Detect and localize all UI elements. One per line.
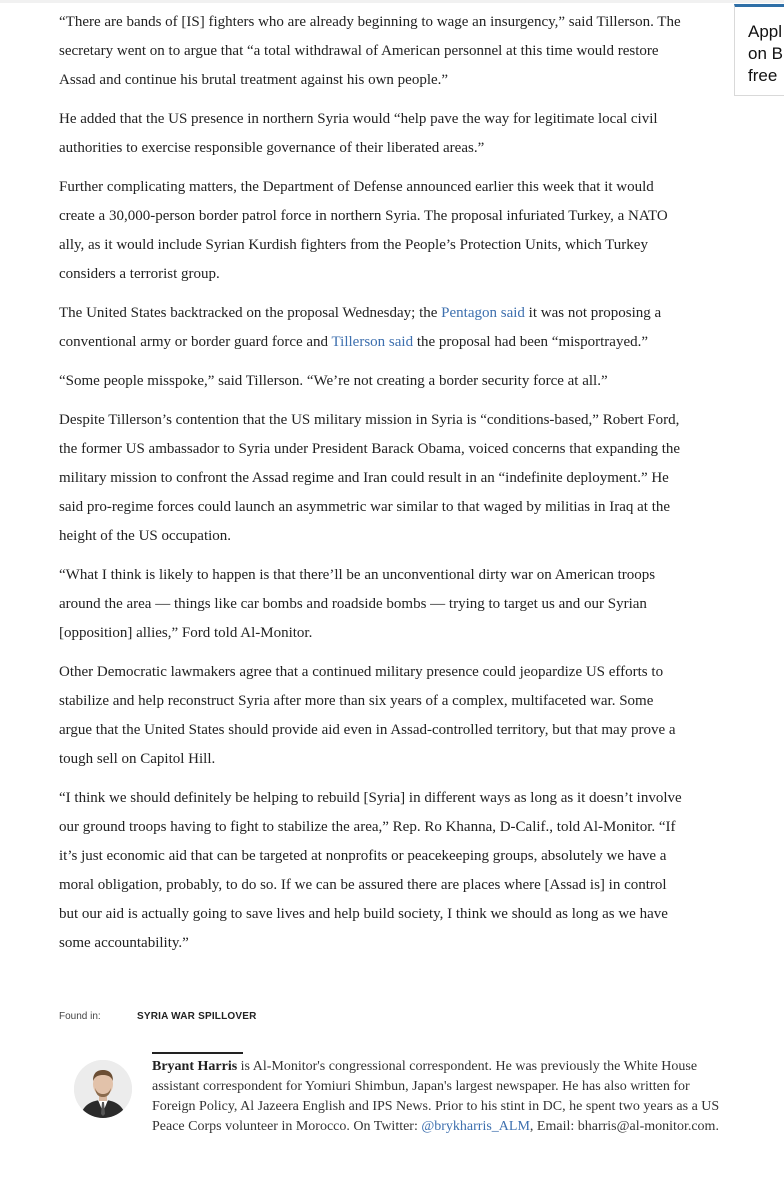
top-divider [0, 0, 784, 3]
article-body [59, 8, 689, 968]
article-paragraph: Other Democratic lawmakers agree that a continued military presence could jeopardize US efforts to stabilize and help reconstruct Syria after more than six years of a complex, multifaceted war. Some argue that the United States should provide aid even in Assad-controlled territory, but that may prove a tough sell on Capitol Hill. [59, 664, 676, 767]
ad-line: on B [748, 44, 783, 63]
article-paragraph: “What I think is likely to happen is that there’ll be an unconventional dirty war on American troops around the area — things like car bombs and roadside bombs — trying to target us and our Syrian [opposition] allies,” Ford told Al-Monitor. [59, 567, 656, 641]
side-advertisement[interactable] [734, 4, 784, 96]
article-paragraph: Further complicating matters, the Department of Defense announced earlier this week that it would create a 30,000-person border patrol force in northern Syria. The proposal infuriated Turkey, a NATO ally, as it would include Syrian Kurdish fighters from the People’s Protection Units, which Turkey considers a terrorist group. [59, 179, 668, 282]
author-email-text: , Email: bharris@al-monitor.com. [529, 1119, 719, 1134]
found-in-label: Found in: [59, 1011, 101, 1022]
found-in-section [59, 1011, 257, 1022]
tillerson-said-link[interactable]: Tillerson said [331, 334, 414, 350]
ad-text [748, 21, 784, 87]
author-bio [152, 1057, 732, 1137]
author-name: Bryant Harris [152, 1059, 238, 1074]
author-bio-divider [152, 1052, 243, 1054]
article-paragraph: Despite Tillerson’s contention that the US military mission in Syria is “conditions-based,” Robert Ford, the former US ambassador to Syria under President Barack Obama, voiced concerns that expanding the military mission to confront the Assad regime and Iran could result in an “indefinite deployment.” He said pro-regime forces could launch an asymmetric war similar to that waged by militias in Iraq at the height of the US occupation. [59, 412, 681, 544]
author-twitter-link[interactable]: @brykharris_ALM [421, 1119, 530, 1134]
author-photo-icon [74, 1060, 132, 1118]
author-bio-text: is Al-Monitor's congressional correspondent. He was previously the White House assistant correspondent for Yomiuri Shimbun, Japan's largest newspaper. He has also written for Foreign Policy, Al Jazeera English and IPS News. Prior to his stint in DC, he spent two years as a US Peace Corps volunteer in Morocco. On Twitter: [152, 1059, 720, 1134]
article-paragraph: “I think we should definitely be helping to rebuild [Syria] in different ways as long as it doesn’t involve our ground troops having to fight to stabilize the area,” Rep. Ro Khanna, D-Calif., told Al-Monitor. “If it’s just economic aid that can be targeted at nonprofits or peacekeeping groups, absolutely we have a moral obligation, probably, to do so. If we can be assured there are places where [Assad is] in control but our aid is actually going to save lives and help build society, I think we should as long as we have some accountability.” [59, 790, 682, 951]
pentagon-said-link[interactable]: Pentagon said [441, 305, 525, 321]
paragraph-text: the proposal had been “misportrayed.” [413, 334, 649, 350]
article-paragraph: “There are bands of [IS] fighters who are already beginning to wage an insurgency,” said Tillerson. The secretary went on to argue that “a total withdrawal of American personnel at this time would restore Assad and continue his brutal treatment against his own people.” [59, 14, 681, 88]
paragraph-text: it was not proposing a conventional army or border guard force and [59, 305, 662, 350]
topic-tag-link[interactable]: SYRIA WAR SPILLOVER [137, 1011, 257, 1022]
paragraph-text: The United States backtracked on the proposal Wednesday; the [59, 305, 442, 321]
author-avatar[interactable] [74, 1060, 132, 1118]
article-paragraph: He added that the US presence in northern Syria would “help pave the way for legitimate local civil authorities to exercise responsible governance of their liberated areas.” [59, 111, 658, 156]
article-paragraph: “Some people misspoke,” said Tillerson. “We’re not creating a border security force at all.” [59, 373, 608, 389]
ad-line: Appl [748, 22, 783, 41]
article-paragraph [59, 299, 689, 357]
ad-line: free [748, 66, 778, 85]
